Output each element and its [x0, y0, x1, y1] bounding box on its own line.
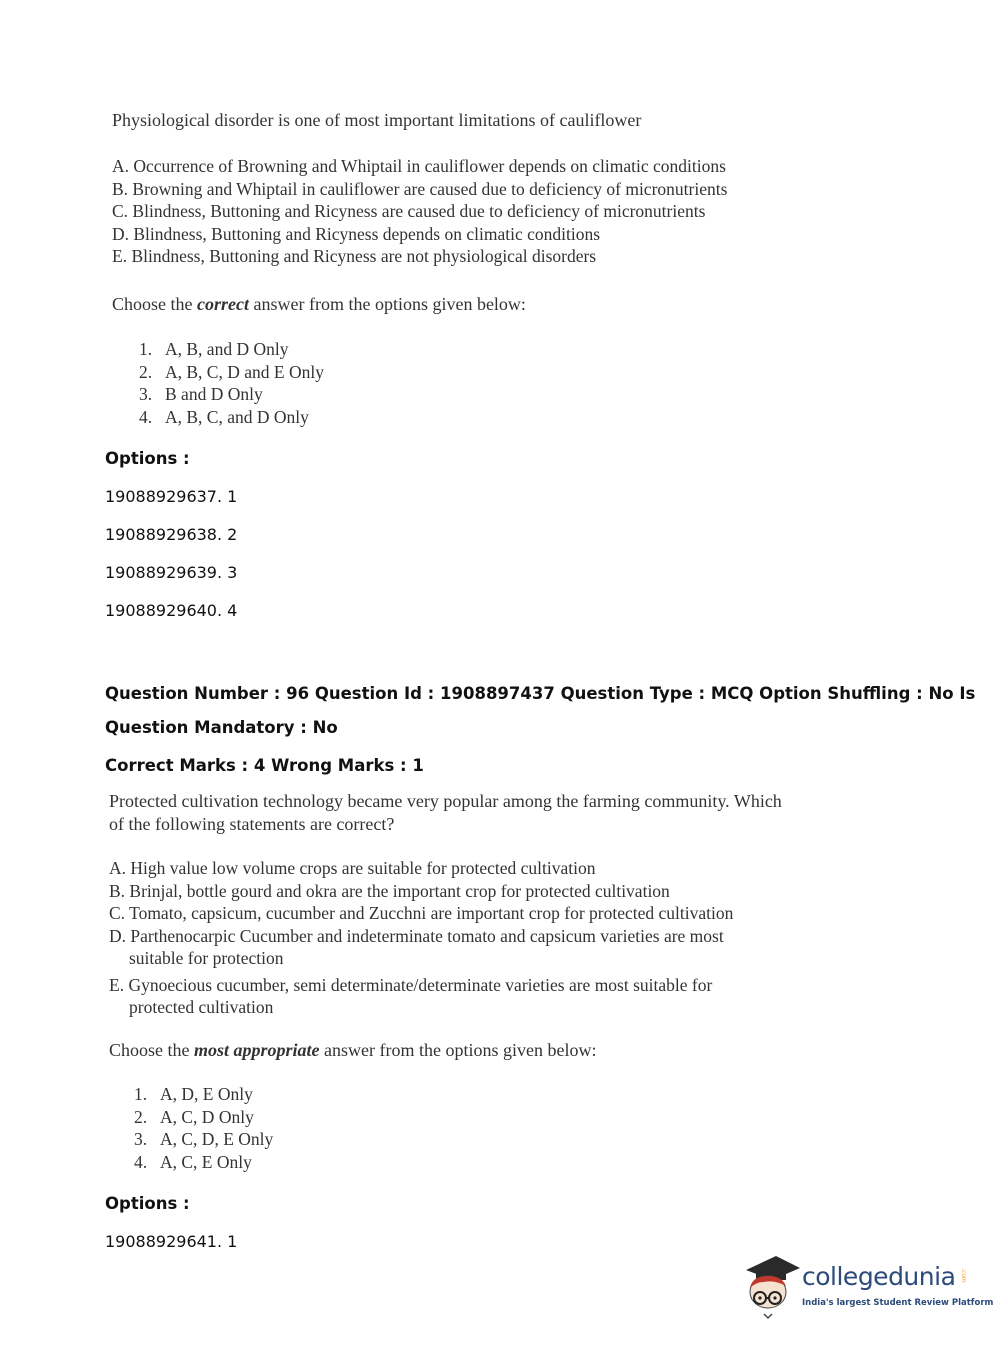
- q2-marks: Correct Marks : 4 Wrong Marks : 1: [105, 756, 424, 775]
- q1-choice-4-num: 4.: [139, 406, 153, 427]
- q1-statement-d: D. Blindness, Buttoning and Ricyness depends on climatic conditions: [112, 223, 601, 244]
- q2-meta-line1: Question Number : 96 Question Id : 1908897437 Question Type : MCQ Option Shuffling : No Is: [105, 684, 976, 703]
- q2-choice-4-text: A, C, E Only: [160, 1151, 252, 1172]
- q1-option-2: 19088929638. 2: [105, 525, 238, 544]
- q2-statement-c: C. Tomato, capsicum, cucumber and Zucchni are important crop for protected cultivation: [109, 903, 734, 923]
- q1-statement-c: C. Blindness, Buttoning and Ricyness are caused due to deficiency of micronutrients: [112, 201, 706, 221]
- q1-option-3: 19088929639. 3: [105, 563, 238, 582]
- q2-stem-line1: Protected cultivation technology became very popular among the farming community. Which: [109, 791, 782, 811]
- q2-instruction: [109, 1039, 596, 1062]
- q2-statement-e-cont: protected cultivation: [129, 997, 274, 1017]
- q1-statement-b: B. Browning and Whiptail in cauliflower are caused due to deficiency of micronutrients: [112, 178, 728, 199]
- q2-choice-4-num: 4.: [134, 1151, 148, 1172]
- q1-instruction-pre: Choose the: [112, 294, 197, 314]
- q1-choice-4-text: A, B, C, and D Only: [165, 406, 309, 427]
- q2-instruction-post: answer from the options given below:: [319, 1040, 597, 1060]
- q2-stem: [109, 790, 782, 836]
- q2-instruction-em: most appropriate: [194, 1040, 320, 1060]
- q2-statement-d: D. Parthenocarpic Cucumber and indeterminate tomato and capsicum varieties are most: [109, 925, 724, 946]
- q1-choice-2: [139, 361, 324, 384]
- q1-option-4: 19088929640. 4: [105, 601, 238, 620]
- logo-suffix: .com: [960, 1268, 967, 1283]
- q1-statements: [112, 155, 727, 268]
- q1-choice-3-num: 3.: [139, 384, 153, 404]
- q1-choice-1-num: 1.: [139, 339, 153, 359]
- q2-meta-line2: Question Mandatory : No: [105, 718, 338, 737]
- q2-choices: [134, 1083, 273, 1173]
- q1-choice-3: [139, 383, 324, 406]
- q2-choice-2: [134, 1106, 273, 1129]
- q2-options-label: Options :: [105, 1194, 190, 1213]
- q2-choice-2-text: A, C, D Only: [160, 1106, 254, 1127]
- q2-statement-a: A. High value low volume crops are suitable for protected cultivation: [109, 858, 596, 878]
- q2-choice-3: [134, 1128, 273, 1151]
- q2-statement-e: E. Gynoecious cucumber, semi determinate/determinate varieties are most suitable for: [109, 974, 713, 995]
- q1-statement-e: E. Blindness, Buttoning and Ricyness are not physiological disorders: [112, 246, 597, 266]
- q1-choice-2-num: 2.: [139, 361, 153, 382]
- q1-choice-1-text: A, B, and D Only: [165, 339, 289, 359]
- q1-instruction: [112, 293, 526, 316]
- q2-statements: [109, 857, 733, 1019]
- q2-choice-1-num: 1.: [134, 1084, 148, 1104]
- q1-choice-2-text: A, B, C, D and E Only: [165, 361, 324, 382]
- q1-choices: [139, 338, 324, 428]
- q2-choice-3-text: A, C, D, E Only: [160, 1129, 274, 1149]
- logo-tagline: India's largest Student Review Platform: [802, 1298, 994, 1308]
- q2-instruction-pre: Choose the: [109, 1040, 194, 1060]
- q1-statement-a: A. Occurrence of Browning and Whiptail in cauliflower depends on climatic conditions: [112, 156, 726, 176]
- q1-stem: Physiological disorder is one of most important limitations of cauliflower: [112, 110, 642, 130]
- q2-statement-d-cont: suitable for protection: [129, 948, 284, 968]
- q2-choice-1-text: A, D, E Only: [160, 1084, 253, 1104]
- q2-choice-2-num: 2.: [134, 1106, 148, 1127]
- logo-wordmark: collegedunia: [802, 1262, 956, 1291]
- collegedunia-logo[interactable]: [742, 1248, 994, 1320]
- q1-instruction-em: correct: [197, 294, 249, 314]
- q1-option-1: 19088929637. 1: [105, 487, 238, 506]
- q2-option-1: 19088929641. 1: [105, 1232, 238, 1251]
- q2-choice-1: [134, 1083, 273, 1106]
- q1-choice-4: [139, 406, 324, 429]
- q1-choice-1: [139, 338, 324, 361]
- q2-choice-4: [134, 1151, 273, 1174]
- q1-options-label: Options :: [105, 449, 190, 468]
- q2-stem-line2: of the following statements are correct?: [109, 814, 395, 834]
- q2-statement-b: B. Brinjal, bottle gourd and okra are the important crop for protected cultivation: [109, 880, 670, 901]
- q1-choice-3-text: B and D Only: [165, 384, 263, 404]
- q2-choice-3-num: 3.: [134, 1129, 148, 1149]
- mascot-icon: [742, 1248, 800, 1320]
- q1-instruction-post: answer from the options given below:: [248, 294, 526, 314]
